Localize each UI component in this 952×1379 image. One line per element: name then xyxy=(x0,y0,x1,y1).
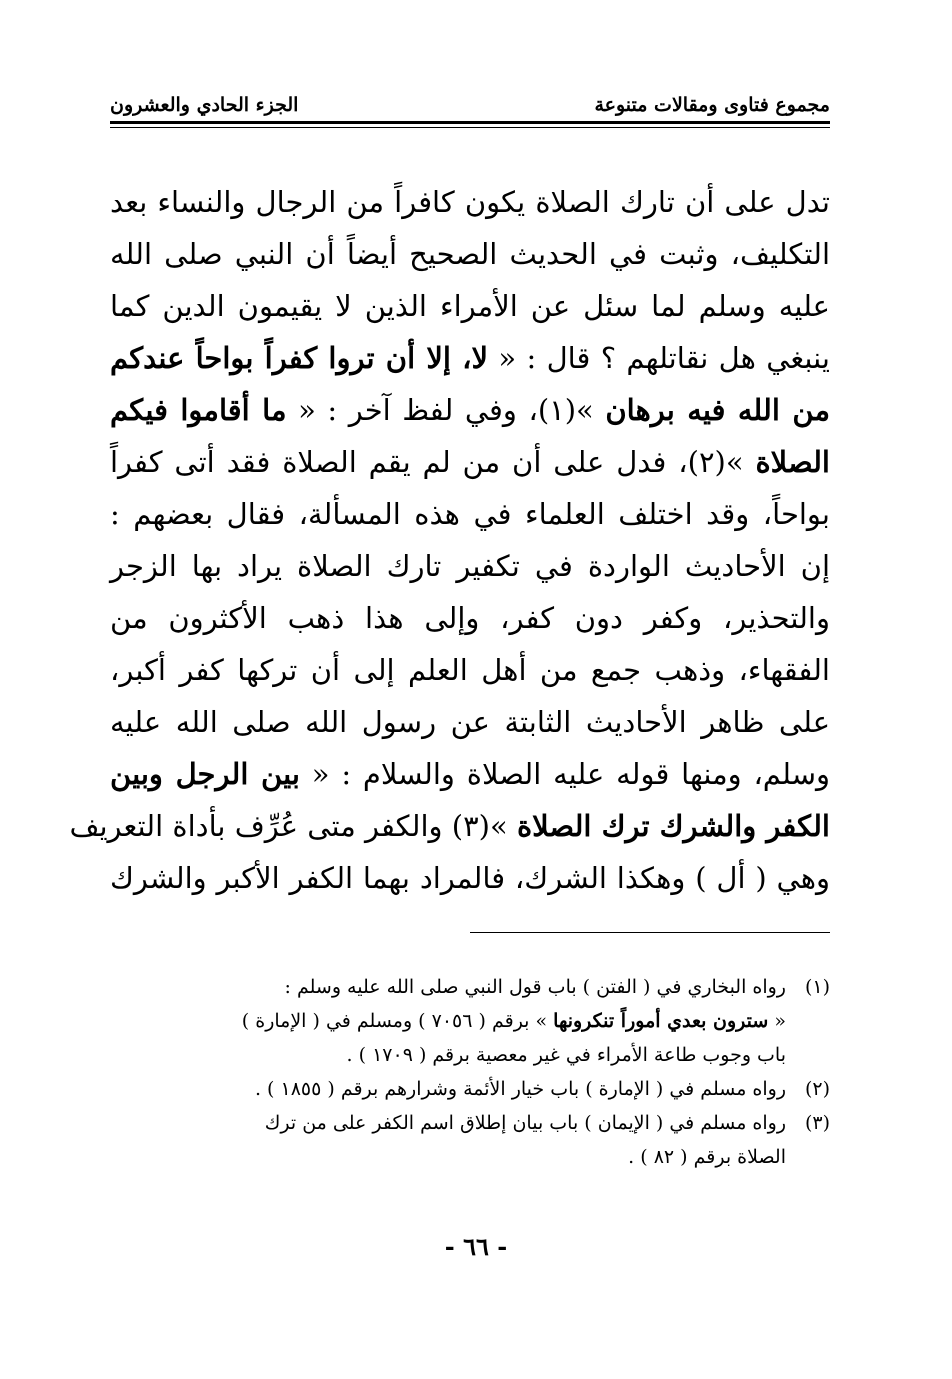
text-line xyxy=(110,852,830,904)
text-line xyxy=(110,176,830,228)
text-segment: رواه مسلم في ( الإمارة ) باب خيار الأئمة وشرارهم برقم ( ١٨٥٥ ) . xyxy=(254,1078,786,1100)
text-line xyxy=(110,592,830,644)
page-number: - ٦٦ - xyxy=(444,1232,508,1261)
footnote-text xyxy=(110,1072,786,1106)
main-text xyxy=(69,176,831,904)
text-segment: »(١)، وفي لفظ آخر : « xyxy=(286,393,606,427)
text-segment: الصلاة برقم ( ٨٢ ) . xyxy=(628,1146,786,1168)
bold-text-segment: ما أقاموا فيكم xyxy=(110,393,287,427)
footnote xyxy=(110,970,830,1072)
text-segment: تدل على أن تارك الصلاة يكون كافراً من الرجال والنساء بعد xyxy=(110,185,830,219)
footnotes xyxy=(110,970,830,1174)
header-book-title: مجموع فتاوى ومقالات متنوعة xyxy=(594,94,830,116)
text-segment: »(٢)، فدل على أن من لم يقم الصلاة فقد أتى كفراً xyxy=(110,445,756,479)
text-segment: ينبغي هل نقاتلهم ؟ قال : « xyxy=(488,341,830,375)
text-line xyxy=(110,384,830,436)
text-segment: على ظاهر الأحاديث الثابتة عن رسول الله صلى الله عليه xyxy=(110,705,830,739)
text-line xyxy=(110,488,830,540)
text-segment: بواحاً، وقد اختلف العلماء في هذه المسألة، فقال بعضهم : xyxy=(110,497,830,531)
bold-text-segment: بين الرجل وبين xyxy=(110,757,300,791)
text-segment: وسلم، ومنها قوله عليه الصلاة والسلام : « xyxy=(299,757,831,791)
bold-text-segment: سترون بعدي أموراً تنكرونها xyxy=(553,1010,769,1032)
footnote-number: (٢) xyxy=(804,1078,830,1100)
footnote xyxy=(110,1072,830,1106)
footnote-number: (١) xyxy=(804,976,830,998)
bold-text-segment: الكفر والشرك ترك الصلاة xyxy=(516,809,830,843)
text-line xyxy=(110,696,830,748)
text-segment: الفقهاء، وذهب جمع من أهل العلم إلى أن تركها كفر أكبر، xyxy=(110,653,830,687)
bold-text-segment: لا، إلا أن تروا كفراً بواحاً عندكم xyxy=(110,341,489,375)
footnote-line xyxy=(110,1106,786,1140)
text-segment: إن الأحاديث الواردة في تكفير تارك الصلاة يراد بها الزجر xyxy=(110,549,830,583)
text-segment: وهي ( أل ) وهكذا الشرك، فالمراد بهما الكفر الأكبر والشرك xyxy=(110,861,830,895)
header-volume-title: الجزء الحادي والعشرون xyxy=(110,94,299,116)
text-segment: رواه البخاري في ( الفتن ) باب قول النبي صلى الله عليه وسلم : xyxy=(284,976,786,998)
text-line xyxy=(110,280,830,332)
bold-text-segment: من الله فيه برهان xyxy=(605,393,830,427)
footnote-line xyxy=(110,1072,786,1106)
footnote-text xyxy=(110,970,786,1072)
text-segment: »(٣) والكفر متى عُرِّف بأداة التعريف xyxy=(69,809,517,843)
text-segment: باب وجوب طاعة الأمراء في غير معصية برقم ( ١٧٠٩ ) . xyxy=(346,1044,786,1066)
running-header xyxy=(110,86,830,116)
text-segment: عليه وسلم لما سئل عن الأمراء الذين لا يقيمون الدين كما xyxy=(110,289,830,323)
text-line xyxy=(110,644,830,696)
bold-text-segment: الصلاة xyxy=(755,445,830,479)
text-line xyxy=(69,800,830,852)
footnote-text xyxy=(110,1106,786,1174)
footnote-separator xyxy=(470,932,830,933)
footnote xyxy=(110,1106,830,1174)
text-line xyxy=(110,332,830,384)
header-rule-thin xyxy=(110,127,830,128)
text-segment: التكليف، وثبت في الحديث الصحيح أيضاً أن النبي صلى الله xyxy=(110,237,830,271)
footnote-line xyxy=(110,1004,786,1038)
footnote-line xyxy=(110,1140,786,1174)
text-line xyxy=(110,228,830,280)
text-line xyxy=(110,436,830,488)
text-segment: والتحذير، وكفر دون كفر، وإلى هذا ذهب الأكثرون من xyxy=(110,601,830,635)
text-line xyxy=(110,748,830,800)
footnote-line xyxy=(110,970,786,1004)
text-segment: » برقم ( ٧٠٥٦ ) ومسلم في ( الإمارة ) xyxy=(241,1010,554,1032)
footnote-line xyxy=(110,1038,786,1072)
header-rule-thick xyxy=(110,121,830,124)
text-segment: « xyxy=(768,1010,786,1032)
text-segment: رواه مسلم في ( الإيمان ) باب بيان إطلاق اسم الكفر على من ترك xyxy=(264,1112,786,1134)
text-line xyxy=(110,540,830,592)
footnote-number: (٣) xyxy=(804,1112,830,1134)
